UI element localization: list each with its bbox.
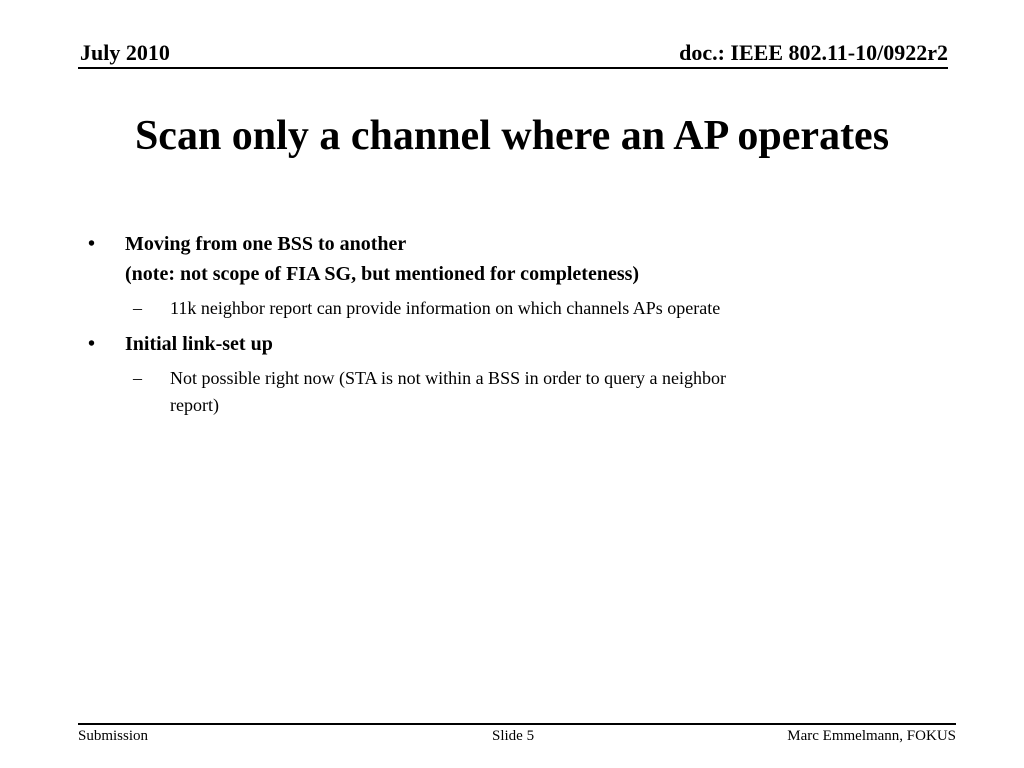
bullet-text: (note: not scope of FIA SG, but mentioned for completeness) <box>125 263 640 285</box>
sub-bullet-marker: – <box>133 298 142 318</box>
sub-bullet-text: report) <box>170 395 219 415</box>
footer-slide-number: Slide 5 <box>492 728 535 744</box>
bullet-marker: • <box>88 333 96 355</box>
bullet-text: Moving from one BSS to another <box>125 233 407 255</box>
footer-author: Marc Emmelmann, FOKUS <box>787 728 956 744</box>
header-rule <box>78 67 948 69</box>
bullet-text: Initial link-set up <box>125 333 273 355</box>
sub-bullet-marker: – <box>133 368 142 388</box>
footer-rule <box>78 723 956 725</box>
sub-bullet-text: Not possible right now (STA is not within a BSS in order to query a neighbor <box>170 368 727 388</box>
slide-title: Scan only a channel where an AP operates <box>134 113 890 159</box>
sub-bullet-text: 11k neighbor report can provide information on which channels APs operate <box>170 298 721 318</box>
bullet-marker: • <box>88 233 96 255</box>
header-doc-id: doc.: IEEE 802.11-10/0922r2 <box>679 40 948 65</box>
footer-left: Submission <box>78 728 149 744</box>
header-date: July 2010 <box>80 40 170 65</box>
